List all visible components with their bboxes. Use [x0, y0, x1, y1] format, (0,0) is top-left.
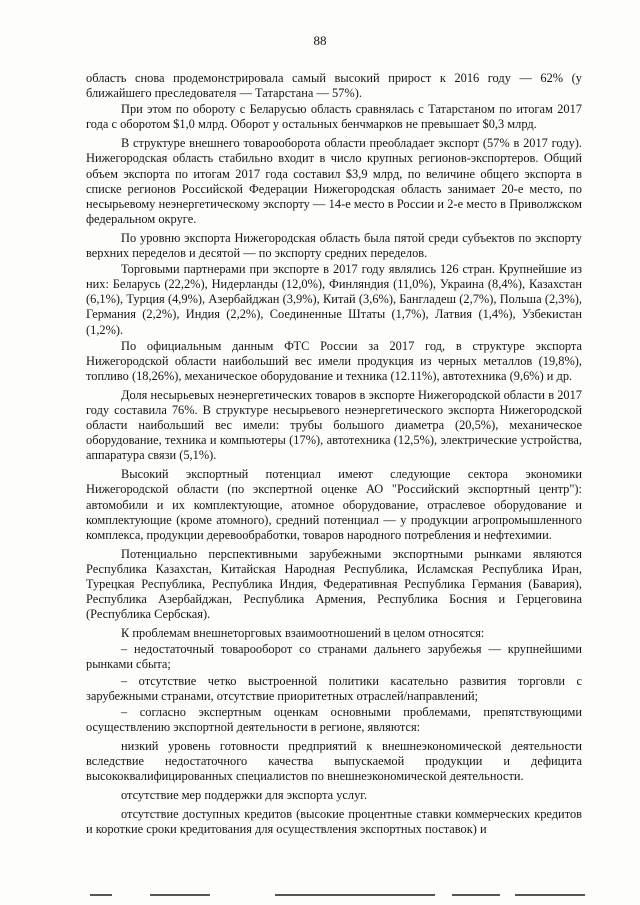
- list-item: – отсутствие четко выстроенной политики касательно развития торговли с зарубежными странами, отсутствие приоритетных отраслей/направлений;: [86, 673, 582, 703]
- paragraph: Доля несырьевых неэнергетических товаров в экспорте Нижегородской области в 2017 году составила 76%. В структуре несырьевого неэнергетического экспорта Нижегородской области наибольший вес имели: трубы большого диаметра (20,5%), механическое оборудование, техника и компьютеры (17%), автотехника (12,5%), электрические устройства, аппаратура связи (5,1%).: [86, 387, 582, 463]
- document-body: [86, 71, 582, 842]
- paragraph: Потенциально перспективными зарубежными экспортными рынками являются Республика Казахстан, Китайская Народная Республика, Исламская Республика Иран, Турецкая Республика, Республика Индия, Федеративная Республика Германия (Бавария), Республика Азербайджан, Республика Армения, Республика Босния и Герцеговина (Республика Сербская).: [86, 546, 582, 622]
- paragraph: отсутствие доступных кредитов (высокие процентные ставки коммерческих кредитов и короткие сроки кредитования для осуществления экспортных поставок) и: [86, 807, 582, 837]
- scan-edge-marks: [0, 894, 640, 900]
- list-item: – недостаточный товарооборот со странами дальнего зарубежья — крупнейшими рынками сбыта;: [86, 642, 582, 672]
- paragraph: низкий уровень готовности предприятий к внешнеэкономической деятельности вследствие недостаточного качества выпускаемой продукции и дефицита высококвалифицированных специалистов по внешнеэкономической деятельности.: [86, 738, 582, 784]
- list-item: – согласно экспертным оценкам основными проблемами, препятствующими осуществлению экспортной деятельности в регионе, являются:: [86, 704, 582, 734]
- paragraph: По официальным данным ФТС России за 2017 год, в структуре экспорта Нижегородской области наибольший вес имели продукция из черных металлов (19,8%), топливо (18,26%), механическое оборудование и техника (12.11%), автотехника (9,6%) и др.: [86, 338, 582, 383]
- page-number: 88: [313, 33, 327, 48]
- paragraph: область снова продемонстрировала самый высокий прирост к 2016 году — 62% (у ближайшего преследователя — Татарстана — 57%).: [86, 71, 582, 101]
- paragraph: отсутствие мер поддержки для экспорта услуг.: [121, 788, 368, 803]
- paragraph: Торговыми партнерами при экспорте в 2017 году являлись 126 стран. Крупнейшие из них: Беларусь (22,2%), Нидерланды (12,0%), Финляндия (11,0%), Украина (8,4%), Казахстан (6,1%), Турция (4,9%), Азербайджан (3,9%), Китай (3,6%), Бангладеш (2,7%), Польша (2,3%), Германия (2,2%), Индия (2,2%), Соединенные Штаты (1,7%), Латвия (1,4%), Узбекистан (1,2%).: [86, 262, 582, 337]
- paragraph: При этом по обороту с Беларусью область сравнялась с Татарстаном по итогам 2017 года с оборотом $1,0 млрд. Оборот у остальных бенчмарков не превышает $0,3 млрд.: [86, 102, 582, 132]
- paragraph: В структуре внешнего товарооборота области преобладает экспорт (57% в 2017 году). Нижегородская область стабильно входит в число крупных регионов-экспортеров. Общий объем экспорта по итогам 2017 года составил $3,9 млрд, по величине общего экспорта в списке регионов Российской Федерации Нижегородская область занимает 20-е место, по несырьевому неэнергетическому экспорту — 14-е место в России и 2-е место в Приволжском федеральном округе.: [86, 136, 582, 226]
- paragraph: К проблемам внешнеторговых взаимоотношений в целом относятся:: [121, 626, 485, 641]
- paragraph: Высокий экспортный потенциал имеют следующие сектора экономики Нижегородской области (по экспертной оценке АО "Российский экспортный центр"): автомобили и их комплектующие, атомное оборудование, отраслевое оборудование и комплектующие (кроме атомного), средний потенциал — у продукции агропромышленного комплекса, продукции деревообработки, товаров народного потребления и нефтехимии.: [86, 467, 582, 542]
- paragraph: По уровню экспорта Нижегородская область была пятой среди субъектов по экспорту верхних переделов и десятой — по экспорту средних переделов.: [86, 230, 582, 261]
